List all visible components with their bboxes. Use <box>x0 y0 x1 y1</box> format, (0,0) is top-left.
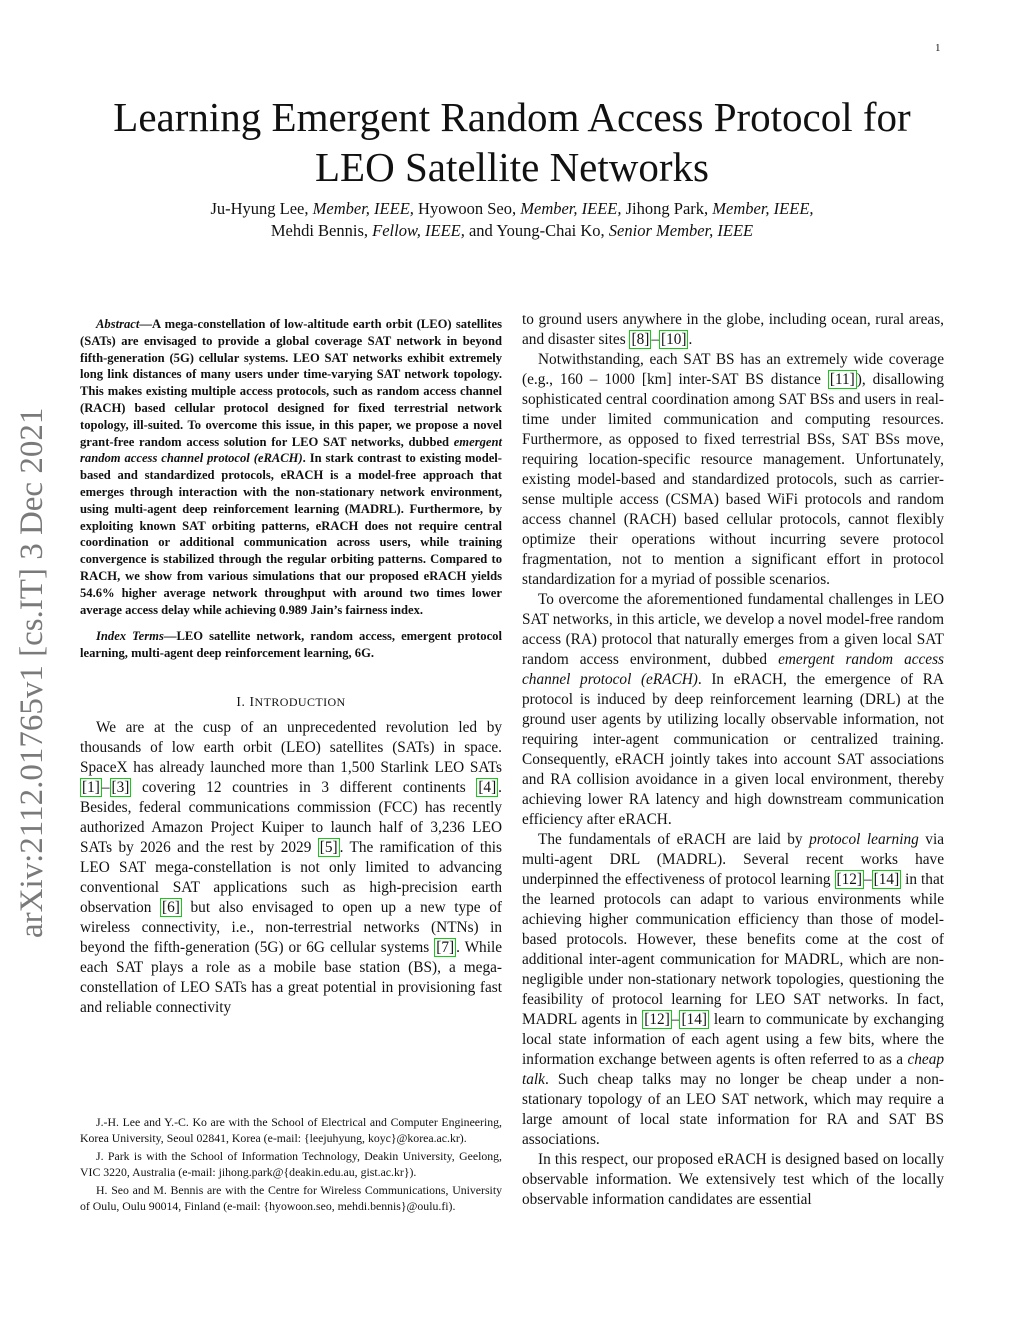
abstract-text: . In stark contrast to existing model-based and standardized protocols, eRACH is a model-free approach that emerges through interaction with the non-stationary network environment, using multi-agent deep reinforcement learning (MADRL). Furthermore, by exploiting known SAT orbiting patterns, eRACH does not require central coordination or additional communication across users, while training convergence is stabilized through the regular orbiting patterns. Compared to RACH, we show from various simulations that our proposed eRACH yields 54.6% higher average network throughput with around two times lower average access delay while achieving 0.989 Jain’s fairness index. <box>80 451 502 617</box>
citation-link[interactable]: [1] <box>82 778 100 796</box>
body-text: . While each SAT plays a role as a mobile base station (BS), a mega-constellation of LEO SATs has a great potential in provisioning fast and reliable connectivity <box>80 938 502 1016</box>
body-text: covering 12 countries in 3 different continents <box>131 778 477 796</box>
title-line-1: Learning Emergent Random Access Protocol for <box>113 94 911 140</box>
author-name: Ju-Hyung Lee, <box>210 199 309 218</box>
body-text: We are at the cusp of an unprecedented revolution led by thousands of low earth orbit (LEO) satellites (SATs) in space. SpaceX has already launched more than 1,500 Starlink LEO SATs <box>80 718 502 776</box>
citation-link[interactable]: [8] <box>631 331 650 348</box>
body-paragraph: In this respect, our proposed eRACH is designed based on locally observable information. We extensively test which of the locally observable information candidates are essential <box>522 1151 944 1208</box>
footnotes <box>80 1115 502 1217</box>
body-text: To overcome the aforementioned fundamental challenges in LEO SAT networks, in this article, we develop a novel model-free random access (RA) protocol that naturally emerges from a given local SAT random access environment, dubbed <box>522 591 944 668</box>
author-affiliation-role: Fellow, IEEE, <box>372 221 465 240</box>
body-text: . <box>688 331 693 348</box>
index-terms-label: Index Terms <box>96 629 164 644</box>
citation-link[interactable]: [11] <box>829 371 855 388</box>
body-text-italic: cheap talk <box>522 1051 944 1088</box>
citation-range-dash: – <box>864 871 872 888</box>
title-line-2: LEO Satellite Networks <box>315 144 709 190</box>
arxiv-identifier-stamp[interactable]: arXiv:2112.01765v1 [cs.IT] 3 Dec 2021 <box>14 407 50 938</box>
body-text-italic: protocol learning <box>809 831 919 848</box>
citation-link[interactable]: [14] <box>681 1011 707 1028</box>
section-number: I. <box>236 693 250 709</box>
body-text-italic: emergent random access channel protocol (eRACH) <box>522 651 944 688</box>
citation-range-dash: – <box>671 1011 680 1028</box>
body-text: ), disallowing sophisticated central coordination among SAT BSs and users in real-time under limited communication and computing resources. Furthermore, as opposed to fixed terrestrial BSs, SAT BSs move, requiring location-specific resource management. Unfortunately, existing model-based and standardized protocols, such as carrier-sense multiple access (CSMA) based WiFi protocols and random access channel (RACH) based cellular protocols, cannot flexibly optimize their operations without incurring severe protocol fragmentation, not to mention a significant effort in protocol standardization for a myriad of possible scenarios. <box>522 371 944 588</box>
author-name: Jihong Park, <box>625 199 709 218</box>
citation-link[interactable]: [12] <box>644 1011 670 1028</box>
body-text: . In eRACH, the emergence of RA protocol is induced by deep reinforcement learning (DRL) at the ground user agents by utilizing locally observable information, not requiring inter-agent communication or centralized training. Consequently, eRACH jointly takes into account SAT associations and RA collision avoidance in a given local environment, thereby achieving lower RA latency and high downstream communication efficiency after eRACH. <box>522 671 944 828</box>
body-paragraph <box>522 350 944 590</box>
citation-link[interactable]: [12] <box>836 871 863 888</box>
abstract <box>80 316 502 618</box>
author-name: and Young-Chai Ko, <box>468 221 605 240</box>
abstract-text-italic: emergent random access channel protocol (eRACH) <box>80 434 502 466</box>
section-title-rest: NTRODUCTION <box>254 694 346 709</box>
page-number: 1 <box>935 42 941 54</box>
right-column <box>522 310 944 1210</box>
citation-link[interactable]: [3] <box>111 778 130 796</box>
citation-link[interactable]: [10] <box>660 331 687 348</box>
author-affiliation-role: Member, IEEE, <box>712 199 814 218</box>
body-paragraph <box>522 590 944 830</box>
author-name: Mehdi Bennis, <box>270 221 369 240</box>
index-terms <box>80 628 502 662</box>
citation-link[interactable]: [14] <box>873 871 900 888</box>
intro-paragraph <box>80 718 502 1018</box>
citation-range-dash: – <box>101 778 110 796</box>
abstract-label: Abstract <box>96 317 140 331</box>
citation-range-dash: – <box>651 331 659 348</box>
footnote-affiliation: H. Seo and M. Bennis are with the Centre for Wireless Communications, University of Oulu, Oulu 90014, Finland (e-mail: {hyowoon.seo, mehdi.bennis}@oulu.fi). <box>80 1183 502 1213</box>
body-text: in that the learned protocols can adapt to various environments while achieving higher communication efficiency than those of model-based protocols. However, these benefits come at the cost of additional inter-agent communication for MADRL, which are non-negligible under non-stationary network topologies, questioning the feasibility of protocol learning for LEO SAT networks. In fact, MADRL agents in <box>522 871 944 1028</box>
body-paragraph <box>522 310 944 350</box>
paper-title <box>80 92 944 192</box>
body-text: . The ramification of this LEO SAT mega-constellation is not only limited to advancing conventional SAT applications such as high-precision earth observation <box>80 838 502 916</box>
body-text: Notwithstanding, each SAT BS has an extremely wide coverage (e.g., 160 – 1000 [km] inter-SAT BS distance <box>522 351 944 388</box>
citation-link[interactable]: [7] <box>436 938 455 956</box>
abstract-dash: — <box>139 317 152 331</box>
body-text: . Besides, federal communications commission (FCC) has recently authorized Amazon Project Kuiper to launch half of 3,236 LEO SATs by 2026 and the rest by 2029 <box>80 778 502 856</box>
body-text: The fundamentals of eRACH are laid by <box>538 831 810 848</box>
body-text: but also envisaged to open up a new type of wireless connectivity, i.e., non-terrestrial networks (NTNs) in beyond the fifth-generation (5G) or 6G cellular systems <box>80 898 502 956</box>
footnote-affiliation: J.-H. Lee and Y.-C. Ko are with the School of Electrical and Computer Engineering, Korea University, Seoul 02841, Korea (e-mail: {leejuhyung, koyc}@korea.ac.kr). <box>80 1115 502 1145</box>
body-text: learn to communicate by exchanging local state information of each agent using a few bits, where the information exchange between agents is often referred to as a <box>522 1011 945 1068</box>
footnote-affiliation: J. Park is with the School of Information Technology, Deakin University, Geelong, VIC 3220, Australia (e-mail: jihong.park@{deakin.edu.au, gist.ac.kr}). <box>80 1149 502 1179</box>
left-column <box>80 310 502 1018</box>
author-affiliation-role: Senior Member, IEEE <box>608 221 754 240</box>
index-terms-text: LEO satellite network, random access, emergent protocol learning, multi-agent deep reinforcement learning, 6G. <box>80 629 502 661</box>
author-affiliation-role: Member, IEEE, <box>312 199 414 218</box>
abstract-text: A mega-constellation of low-altitude earth orbit (LEO) satellites (SATs) are envisaged to provide a global coverage SAT network in beyond fifth-generation (5G) cellular systems. LEO SAT networks exhibit extremely long link distances of many users under time-varying SAT network topology. This makes existing multiple access protocols, such as random access channel (RACH) based cellular protocol designed for fixed terrestrial network topology, ill-suited. To overcome this issue, in this paper, we propose a novel grant-free random access solution for LEO SAT networks, dubbed <box>80 317 502 449</box>
body-text: via multi-agent DRL (MADRL). Several recent works have underpinned the effectiveness of protocol learning <box>522 831 945 888</box>
author-name: Hyowoon Seo, <box>418 199 517 218</box>
body-text: . Such cheap talks may no longer be cheap under a non-stationary topology of an LEO SAT network, which may require a large amount of local state information for RA and SAT BS associations. <box>522 1071 944 1148</box>
author-list <box>80 198 944 242</box>
body-text: to ground users anywhere in the globe, including ocean, rural areas, and disaster sites <box>522 311 944 348</box>
citation-link[interactable]: [5] <box>319 838 338 856</box>
author-affiliation-role: Member, IEEE, <box>520 199 622 218</box>
section-title-initial: I <box>249 693 255 709</box>
body-paragraph <box>522 830 944 1150</box>
citation-link[interactable]: [6] <box>162 898 180 916</box>
index-terms-dash: — <box>163 629 177 644</box>
section-heading-introduction <box>80 692 502 712</box>
citation-link[interactable]: [4] <box>478 778 497 796</box>
